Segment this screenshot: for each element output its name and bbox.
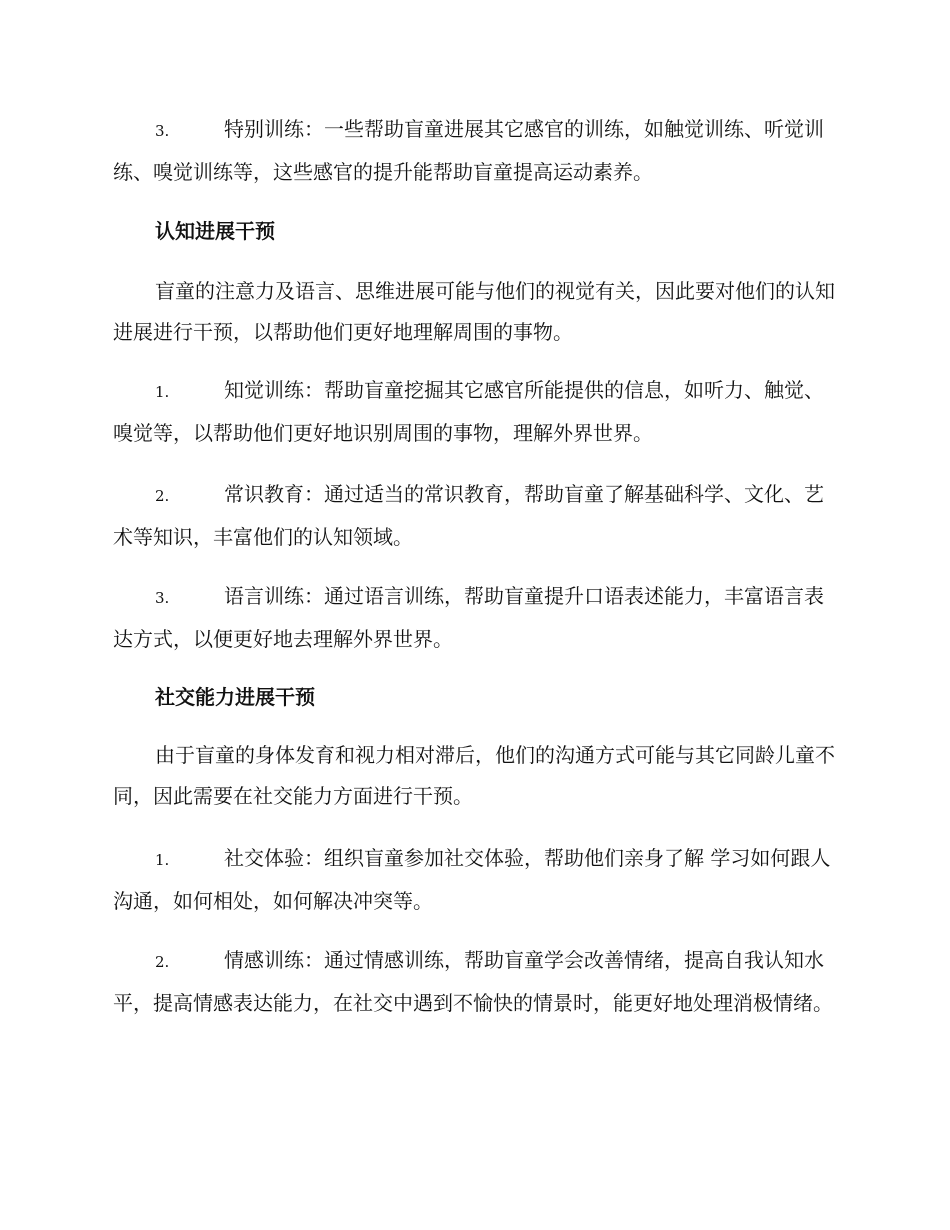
list-number: 2.	[155, 487, 170, 505]
list-number: 1.	[155, 383, 170, 401]
list-item-text: 情感训练：通过情感训练，帮助盲童学会改善情绪，提高自我认知水平，提高情感表达能力，在社交中遇到不愉快的情景时，能更好地处理消极情绪。	[113, 948, 833, 1015]
list-number: 2.	[155, 953, 170, 971]
list-item-text: 语言训练：通过语言训练，帮助盲童提升口语表述能力，丰富语言表达方式，以便更好地去理解外界世界。	[113, 584, 824, 651]
list-item-text: 社交体验：组织盲童参加社交体验，帮助他们亲身了解 学习如何跟人沟通，如何相处，如何解决冲突等。	[113, 846, 831, 913]
section-heading-social: 社交能力进展干预	[155, 685, 315, 709]
paragraph-social-intro: 由于盲童的身体发育和视力相对滞后，他们的沟通方式可能与其它同龄儿童不同，因此需要在社交能力方面进行干预。	[113, 743, 835, 808]
list-item-language-training	[113, 576, 838, 660]
list-item-text: 特别训练：一些帮助盲童进展其它感官的训练，如触觉训练、听觉训练、嗅觉训练等，这些感官的提升能帮助盲童提高运动素养。	[113, 117, 824, 184]
list-item-emotional-training	[113, 940, 838, 1024]
list-item-common-sense-education	[113, 474, 838, 558]
list-item-text: 常识教育：通过适当的常识教育，帮助盲童了解基础科学、文化、艺术等知识，丰富他们的认知领域。	[113, 482, 824, 549]
list-number: 3.	[155, 589, 170, 607]
list-item-perception-training	[113, 370, 838, 454]
section-heading-cognitive: 认知进展干预	[155, 219, 275, 243]
list-number: 1.	[155, 851, 170, 869]
list-number: 3.	[155, 122, 170, 140]
list-item-social-experience	[113, 838, 838, 922]
list-item-text: 知觉训练：帮助盲童挖掘其它感官所能提供的信息，如听力、触觉、嗅觉等，以帮助他们更好地识别周围的事物，理解外界世界。	[113, 378, 824, 445]
paragraph-cognitive-intro: 盲童的注意力及语言、思维进展可能与他们的视觉有关，因此要对他们的认知进展进行干预，以帮助他们更好地理解周围的事物。	[113, 279, 835, 344]
list-item-special-training	[113, 109, 838, 193]
